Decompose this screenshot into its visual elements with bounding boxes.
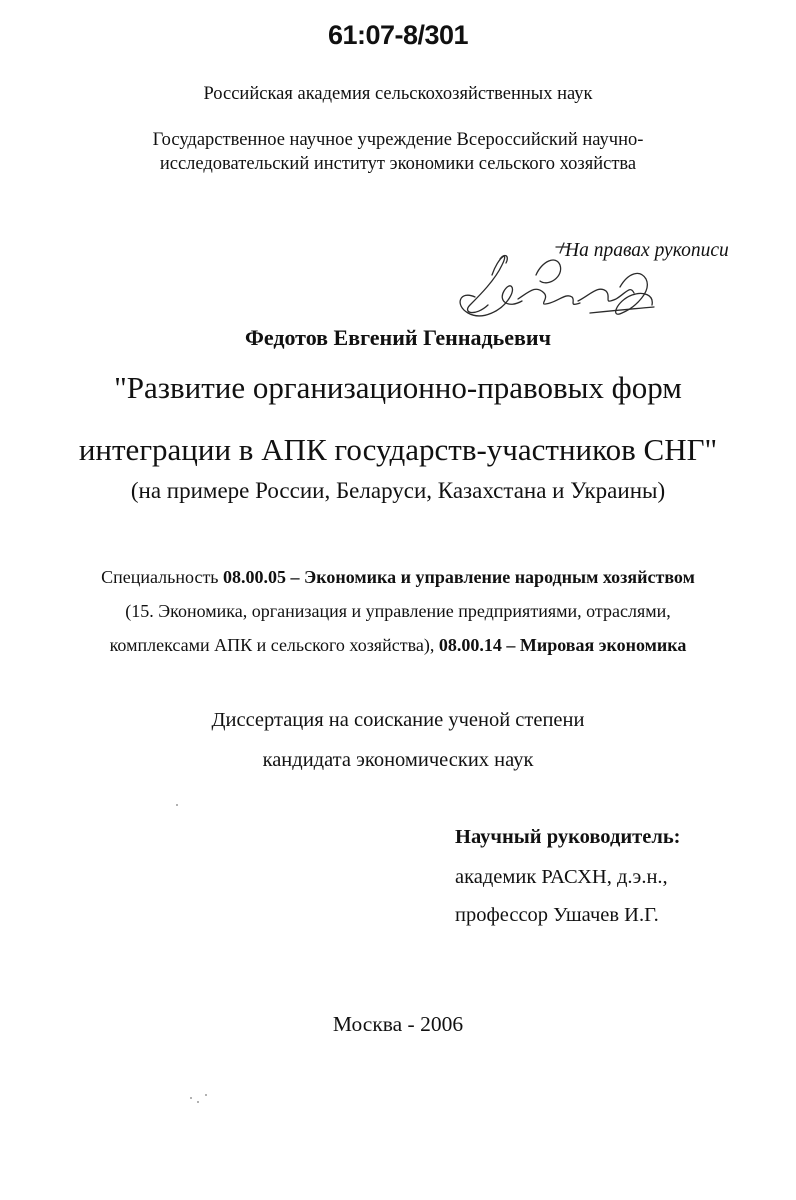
scan-speck <box>197 1101 199 1103</box>
scan-speck <box>205 1094 207 1096</box>
supervisor-line-2: профессор Ушачев И.Г. <box>455 904 659 926</box>
institute-name <box>0 128 796 176</box>
scan-speck <box>190 1097 192 1099</box>
supervisor-heading: Научный руководитель: <box>455 826 681 848</box>
title-subtitle: (на примере России, Беларуси, Казахстана и Украины) <box>130 478 666 503</box>
specialty-detail-1: (15. Экономика, организация и управление предприятиями, отраслями, <box>125 601 671 621</box>
city-year: Москва - 2006 <box>332 1012 464 1036</box>
title-line-1: "Развитие организационно-правовых форм <box>114 370 682 405</box>
specialty-detail-2: комплексами АПК и сельского хозяйства), <box>109 635 435 655</box>
dissertation-degree <box>0 708 796 772</box>
specialty-line-3 <box>0 634 796 656</box>
title-line-2: интеграции в АПК государств-участников СНГ" <box>78 432 718 467</box>
specialty-code-1: 08.00.05 <box>223 567 287 587</box>
specialty-name-2: – Мировая экономика <box>506 635 687 655</box>
degree-line-2: кандидата экономических наук <box>262 749 534 771</box>
author-name: Федотов Евгений Геннадьевич <box>244 325 552 350</box>
manuscript-rights-note: На правах рукописи <box>565 240 729 261</box>
scan-speck <box>176 804 178 806</box>
dissertation-title <box>0 368 796 470</box>
institute-line-1: Государственное научное учреждение Всероссийский научно- <box>152 130 644 150</box>
specialty-name-1: – Экономика и управление народным хозяйством <box>290 567 695 587</box>
degree-line-1: Диссертация на соискание ученой степени <box>211 709 585 731</box>
institute-line-2: исследовательский институт экономики сельского хозяйства <box>159 154 637 174</box>
specialty-label: Специальность <box>101 567 219 587</box>
specialty-line-1 <box>0 566 796 588</box>
academy-name: Российская академия сельскохозяйственных наук <box>203 84 593 104</box>
library-stamp-number: 61:07-8/301 <box>327 20 469 50</box>
supervisor-line-1: академик РАСХН, д.э.н., <box>455 866 668 888</box>
specialty-block <box>0 566 796 656</box>
specialty-code-2: 08.00.14 <box>438 635 502 655</box>
